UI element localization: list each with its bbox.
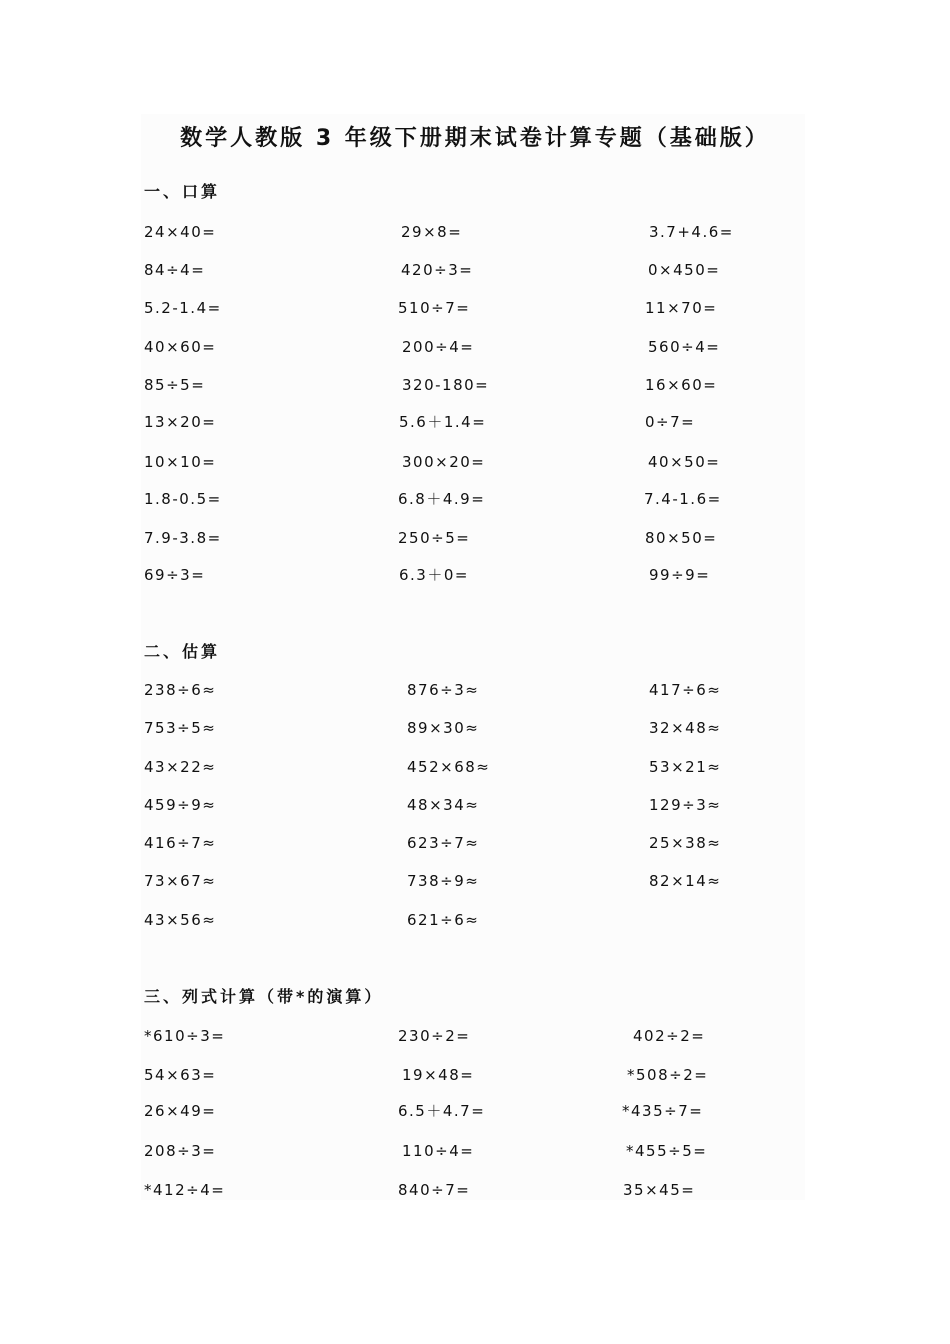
problem: *455÷5=	[626, 1142, 708, 1160]
problem: 6.3＋0=	[399, 566, 469, 584]
problem: *508÷2=	[627, 1066, 709, 1084]
problem: 738÷9≈	[407, 872, 480, 890]
problem: 230÷2=	[398, 1027, 471, 1045]
problem: 208÷3=	[144, 1142, 217, 1160]
problem: 43×56≈	[144, 911, 217, 929]
problem: 5.6＋1.4=	[399, 413, 487, 431]
section-heading-written: 三、列式计算（带*的演算）	[144, 987, 384, 1006]
problem: 69÷3=	[144, 566, 206, 584]
problem: 560÷4=	[648, 338, 721, 356]
problem: 238÷6≈	[144, 681, 217, 699]
problem: 110÷4=	[402, 1142, 475, 1160]
problem: 420÷3=	[401, 261, 474, 279]
problem: 621÷6≈	[407, 911, 480, 929]
problem: 320-180=	[402, 376, 490, 394]
problem: 623÷7≈	[407, 834, 480, 852]
problem: 48×34≈	[407, 796, 480, 814]
problem: 250÷5=	[398, 529, 471, 547]
problem: 416÷7≈	[144, 834, 217, 852]
problem: 53×21≈	[649, 758, 722, 776]
problem: 510÷7=	[398, 299, 471, 317]
problem: 1.8-0.5=	[144, 490, 222, 508]
problem: 876÷3≈	[407, 681, 480, 699]
problem: 417÷6≈	[649, 681, 722, 699]
problem: 7.4-1.6=	[644, 490, 722, 508]
problem: 54×63=	[144, 1066, 217, 1084]
problem: *412÷4=	[144, 1181, 226, 1199]
problem: 300×20=	[402, 453, 486, 471]
problem: 200÷4=	[402, 338, 475, 356]
problem: *435÷7=	[622, 1102, 704, 1120]
problem: 5.2-1.4=	[144, 299, 222, 317]
problem: *610÷3=	[144, 1027, 226, 1045]
problem: 13×20=	[144, 413, 217, 431]
problem: 32×48≈	[649, 719, 722, 737]
problem: 840÷7=	[398, 1181, 471, 1199]
problem: 24×40=	[144, 223, 217, 241]
problem: 89×30≈	[407, 719, 480, 737]
section-heading-estimate: 二、估算	[144, 642, 221, 661]
problem: 459÷9≈	[144, 796, 217, 814]
problem: 16×60=	[645, 376, 718, 394]
problem: 35×45=	[623, 1181, 696, 1199]
problem: 43×22≈	[144, 758, 217, 776]
problem: 40×50=	[648, 453, 721, 471]
section-heading-oral: 一、口算	[144, 182, 221, 201]
problem: 99÷9=	[649, 566, 711, 584]
problem: 26×49=	[144, 1102, 217, 1120]
problem: 19×48=	[402, 1066, 475, 1084]
problem: 73×67≈	[144, 872, 217, 890]
problem: 0÷7=	[645, 413, 696, 431]
problem: 10×10=	[144, 453, 217, 471]
problem: 85÷5=	[144, 376, 206, 394]
problem: 129÷3≈	[649, 796, 722, 814]
problem: 25×38≈	[649, 834, 722, 852]
problem: 11×70=	[645, 299, 718, 317]
problem: 6.8＋4.9=	[398, 490, 486, 508]
problem: 84÷4=	[144, 261, 206, 279]
problem: 6.5＋4.7=	[398, 1102, 486, 1120]
problem: 29×8=	[401, 223, 463, 241]
problem: 80×50=	[645, 529, 718, 547]
problem: 402÷2=	[633, 1027, 706, 1045]
problem: 7.9-3.8=	[144, 529, 222, 547]
problem: 0×450=	[648, 261, 721, 279]
problem: 82×14≈	[649, 872, 722, 890]
problem: 753÷5≈	[144, 719, 217, 737]
problem: 40×60=	[144, 338, 217, 356]
page-title: 数学人教版 3 年级下册期末试卷计算专题（基础版）	[180, 126, 770, 151]
problem: 3.7+4.6=	[649, 223, 734, 241]
problem: 452×68≈	[407, 758, 491, 776]
